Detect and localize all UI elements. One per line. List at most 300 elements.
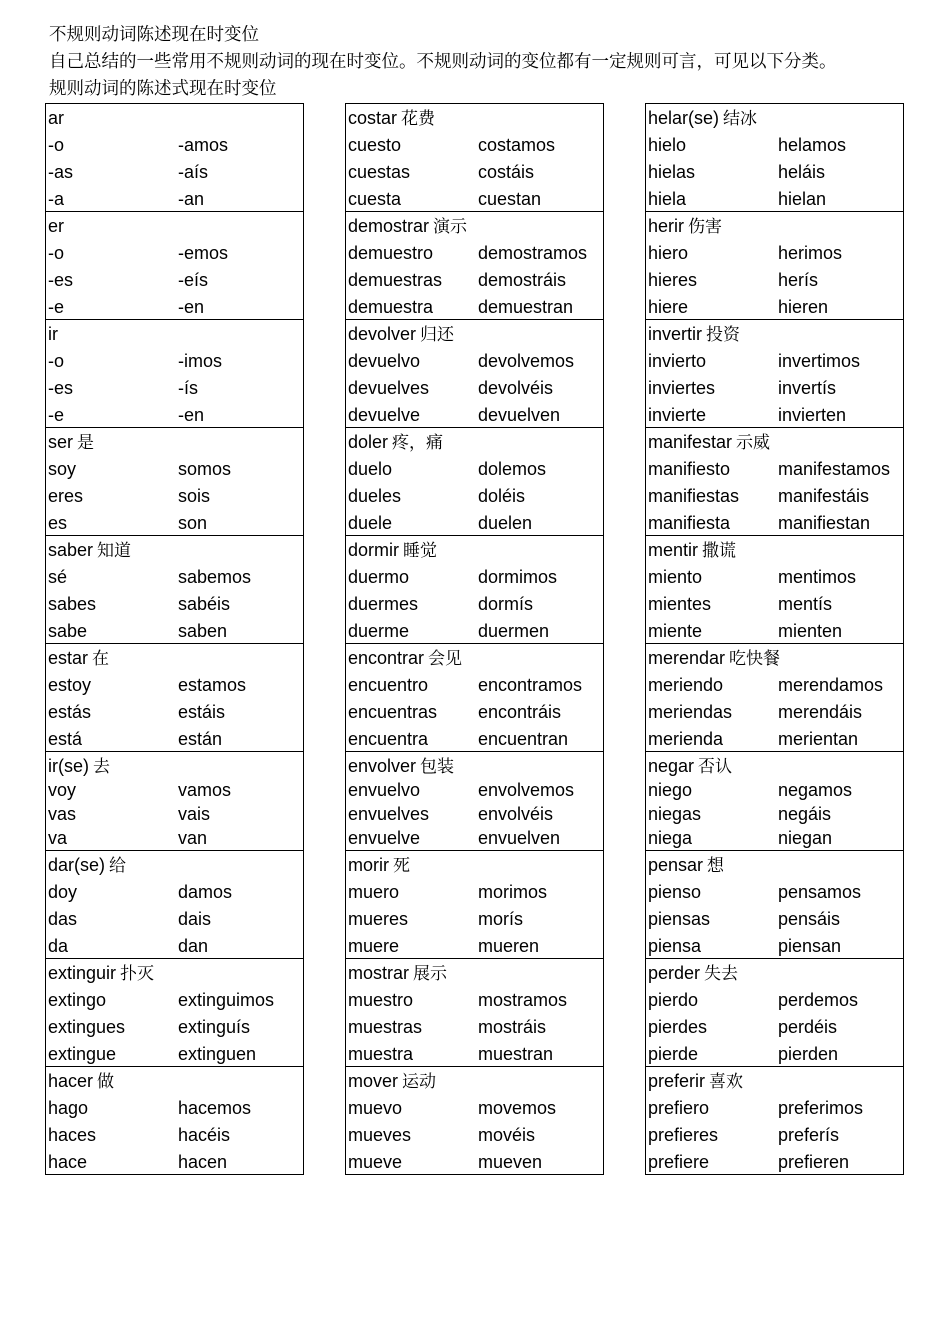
verb-title [46, 851, 303, 878]
verb-block [646, 212, 903, 320]
conjugation-row [646, 401, 903, 428]
singular-form: sé [48, 567, 68, 587]
verb-title [46, 104, 303, 131]
verb-block [346, 428, 603, 536]
verb-title [346, 428, 603, 455]
verb-meaning: 去 [93, 757, 110, 777]
conjugation-row [46, 347, 303, 374]
singular-form: sabe [48, 621, 88, 641]
verb-title [46, 644, 303, 671]
plural-form: herís [778, 270, 819, 290]
page-title: 不规则动词陈述现在时变位 [49, 25, 259, 45]
plural-form: prefieren [778, 1152, 850, 1172]
conjugation-row [646, 293, 903, 320]
plural-form: negáis [778, 804, 832, 824]
plural-form: devolvéis [478, 378, 554, 398]
verb-block [646, 536, 903, 644]
singular-form: pienso [648, 882, 702, 902]
singular-form: niega [648, 828, 693, 848]
singular-form: -a [48, 189, 65, 209]
verb-block [46, 104, 303, 212]
verb-meaning: 在 [92, 649, 110, 669]
page-intro: 自己总结的一些常用不规则动词的现在时变位。不规则动词的变位都有一定规则可言，可见以下分类。 [49, 52, 837, 72]
verb-block [346, 752, 603, 851]
verb-infinitive: mover [348, 1071, 399, 1091]
plural-form: dormimos [478, 567, 558, 587]
verb-block [46, 428, 303, 536]
plural-form: mueven [478, 1152, 543, 1172]
verb-title [646, 104, 903, 131]
plural-form: vamos [178, 780, 232, 800]
singular-form: cuesta [348, 189, 402, 209]
plural-form: -an [178, 189, 205, 209]
conjugation-row [646, 905, 903, 932]
plural-form: merientan [778, 729, 859, 749]
plural-form: demostramos [478, 243, 588, 263]
conjugation-row [646, 617, 903, 644]
singular-form: hielo [648, 135, 687, 155]
conjugation-row [646, 1040, 903, 1067]
conjugation-row [46, 563, 303, 590]
singular-form: duerme [348, 621, 410, 641]
plural-form: movéis [478, 1125, 536, 1145]
verb-infinitive: ser [48, 432, 74, 452]
conjugation-row [46, 266, 303, 293]
conjugation-row [646, 878, 903, 905]
singular-form: está [48, 729, 83, 749]
singular-form: miento [648, 567, 703, 587]
conjugation-row [346, 509, 603, 536]
plural-form: morís [478, 909, 523, 929]
plural-form: -ís [178, 378, 198, 398]
verb-infinitive: manifestar [648, 432, 733, 452]
verb-block [346, 320, 603, 428]
plural-form: hacéis [178, 1125, 231, 1145]
plural-form: devolvemos [478, 351, 575, 371]
singular-form: muestra [348, 1044, 414, 1064]
plural-form: -amos [178, 135, 229, 155]
conjugation-row [346, 932, 603, 959]
verb-block [46, 1067, 303, 1175]
conjugation-row [346, 617, 603, 644]
plural-form: extinguimos [178, 990, 275, 1010]
singular-form: encuentras [348, 702, 438, 722]
singular-form: extingues [48, 1017, 126, 1037]
plural-form: sabemos [178, 567, 252, 587]
conjugation-row [346, 482, 603, 509]
singular-form: manifiestas [648, 486, 740, 506]
conjugation-row [346, 986, 603, 1013]
conjugation-row [46, 827, 303, 851]
singular-form: hiela [648, 189, 687, 209]
conjugation-row [646, 347, 903, 374]
verb-title [646, 644, 903, 671]
verb-infinitive: devolver [348, 324, 417, 344]
conjugation-row [346, 725, 603, 752]
singular-form: da [48, 936, 69, 956]
conjugation-row [646, 725, 903, 752]
singular-form: doy [48, 882, 78, 902]
singular-form: niegas [648, 804, 702, 824]
verb-table-column-3 [645, 103, 904, 1175]
singular-form: -o [48, 351, 65, 371]
conjugation-row [346, 779, 603, 803]
plural-form: sois [178, 486, 211, 506]
plural-form: pensamos [778, 882, 862, 902]
plural-form: perdemos [778, 990, 859, 1010]
conjugation-row [346, 401, 603, 428]
conjugation-row [346, 671, 603, 698]
singular-form: encuentra [348, 729, 429, 749]
plural-form: dais [178, 909, 212, 929]
plural-form: heláis [778, 162, 826, 182]
conjugation-row [646, 455, 903, 482]
singular-form: pierdo [648, 990, 699, 1010]
verb-infinitive: ar [48, 108, 65, 128]
verb-meaning: 示威 [736, 433, 771, 453]
plural-form: pensáis [778, 909, 841, 929]
singular-form: niego [648, 780, 693, 800]
plural-form: encuentran [478, 729, 569, 749]
verb-meaning: 睡觉 [403, 541, 438, 561]
plural-form: -en [178, 405, 205, 425]
plural-form: saben [178, 621, 228, 641]
conjugation-row [46, 401, 303, 428]
verb-infinitive: preferir [648, 1071, 706, 1091]
verb-title [646, 320, 903, 347]
plural-form: invierten [778, 405, 847, 425]
conjugation-row [346, 347, 603, 374]
plural-form: duelen [478, 513, 533, 533]
singular-form: pierdes [648, 1017, 708, 1037]
section-title: 规则动词的陈述式现在时变位 [49, 79, 277, 99]
verb-meaning: 是 [77, 433, 95, 453]
verb-title [46, 320, 303, 347]
singular-form: pierde [648, 1044, 699, 1064]
singular-form: -e [48, 405, 65, 425]
singular-form: soy [48, 459, 77, 479]
verb-block [46, 536, 303, 644]
verb-infinitive: dormir [348, 540, 400, 560]
singular-form: haces [48, 1125, 97, 1145]
conjugation-row [346, 131, 603, 158]
verb-title [646, 1067, 903, 1094]
verb-block [46, 644, 303, 752]
conjugation-row [46, 482, 303, 509]
plural-form: preferís [778, 1125, 840, 1145]
singular-form: inviertes [648, 378, 716, 398]
verb-meaning: 结冰 [723, 109, 758, 129]
verb-meaning: 想 [707, 856, 725, 876]
conjugation-row [346, 266, 603, 293]
plural-form: envolvéis [478, 804, 554, 824]
verb-block [46, 959, 303, 1067]
singular-form: voy [48, 780, 77, 800]
verb-block [46, 212, 303, 320]
singular-form: muere [348, 936, 400, 956]
verb-title [346, 851, 603, 878]
verb-infinitive: saber [48, 540, 94, 560]
verb-meaning: 伤害 [688, 217, 723, 237]
singular-form: cuestas [348, 162, 411, 182]
verb-infinitive: extinguir [48, 963, 117, 983]
plural-form: -eís [178, 270, 209, 290]
conjugation-row [46, 239, 303, 266]
verb-title [346, 212, 603, 239]
singular-form: duermo [348, 567, 410, 587]
plural-form: extinguís [178, 1017, 251, 1037]
plural-form: hacemos [178, 1098, 252, 1118]
verb-infinitive: invertir [648, 324, 703, 344]
verb-meaning: 死 [393, 856, 410, 876]
verb-meaning: 做 [97, 1072, 115, 1092]
conjugation-row [346, 1040, 603, 1067]
conjugation-row [346, 905, 603, 932]
verb-title [46, 428, 303, 455]
conjugation-row [346, 185, 603, 212]
singular-form: piensa [648, 936, 702, 956]
singular-form: hiero [648, 243, 689, 263]
singular-form: duelo [348, 459, 393, 479]
plural-form: merendamos [778, 675, 884, 695]
plural-form: demostráis [478, 270, 567, 290]
singular-form: merienda [648, 729, 724, 749]
singular-form: das [48, 909, 78, 929]
conjugation-row [46, 131, 303, 158]
singular-form: invierto [648, 351, 707, 371]
singular-form: devuelvo [348, 351, 421, 371]
singular-form: va [48, 828, 68, 848]
singular-form: hago [48, 1098, 89, 1118]
verb-table-column-1 [45, 103, 304, 1175]
verb-meaning: 喜欢 [709, 1072, 744, 1092]
singular-form: invierte [648, 405, 707, 425]
plural-form: somos [178, 459, 232, 479]
conjugation-row [346, 239, 603, 266]
plural-form: -emos [178, 243, 229, 263]
conjugation-row [646, 1094, 903, 1121]
verb-title [346, 959, 603, 986]
plural-form: -en [178, 297, 205, 317]
verb-meaning: 会见 [428, 649, 463, 669]
plural-form: hieren [778, 297, 829, 317]
verb-infinitive: doler [348, 432, 389, 452]
conjugation-row [46, 509, 303, 536]
singular-form: duermes [348, 594, 419, 614]
singular-form: meriendas [648, 702, 733, 722]
plural-form: encontramos [478, 675, 583, 695]
verb-title [346, 104, 603, 131]
singular-form: muevo [348, 1098, 403, 1118]
singular-form: sabes [48, 594, 97, 614]
plural-form: invertimos [778, 351, 861, 371]
verb-infinitive: morir [348, 855, 389, 875]
verb-infinitive: dar(se) [48, 855, 106, 875]
singular-form: prefiero [648, 1098, 710, 1118]
singular-form: muero [348, 882, 400, 902]
plural-form: dolemos [478, 459, 547, 479]
verb-table-column-2 [345, 103, 604, 1175]
conjugation-row [46, 725, 303, 752]
conjugation-row [46, 1040, 303, 1067]
plural-form: morimos [478, 882, 548, 902]
plural-form: mostráis [478, 1017, 547, 1037]
verb-block [46, 752, 303, 851]
conjugation-row [346, 698, 603, 725]
conjugation-row [46, 1013, 303, 1040]
conjugation-row [46, 1094, 303, 1121]
conjugation-row [346, 1013, 603, 1040]
conjugation-row [646, 374, 903, 401]
singular-form: hielas [648, 162, 696, 182]
verb-infinitive: merendar [648, 648, 726, 668]
singular-form: demuestro [348, 243, 434, 263]
verb-infinitive: costar [348, 108, 398, 128]
singular-form: prefiere [648, 1152, 710, 1172]
singular-form: eres [48, 486, 84, 506]
singular-form: dueles [348, 486, 402, 506]
conjugation-row [46, 905, 303, 932]
conjugation-row [346, 374, 603, 401]
plural-form: vais [178, 804, 211, 824]
conjugation-row [46, 932, 303, 959]
singular-form: hieres [648, 270, 698, 290]
plural-form: mentís [778, 594, 833, 614]
singular-form: hiere [648, 297, 689, 317]
verb-title [346, 536, 603, 563]
verb-meaning: 包装 [420, 757, 455, 777]
verb-meaning: 撒谎 [702, 541, 737, 561]
verb-infinitive: helar(se) [648, 108, 720, 128]
verb-infinitive: mostrar [348, 963, 410, 983]
plural-form: mostramos [478, 990, 568, 1010]
conjugation-row [646, 590, 903, 617]
singular-form: encuentro [348, 675, 429, 695]
plural-form: envuelven [478, 828, 561, 848]
verb-block [346, 536, 603, 644]
singular-form: envuelve [348, 828, 421, 848]
plural-form: pierden [778, 1044, 839, 1064]
plural-form: mueren [478, 936, 540, 956]
singular-form: -es [48, 270, 74, 290]
plural-form: costamos [478, 135, 556, 155]
plural-form: manifiestan [778, 513, 871, 533]
conjugation-row [46, 986, 303, 1013]
plural-form: estamos [178, 675, 247, 695]
plural-form: damos [178, 882, 233, 902]
verb-infinitive: envolver [348, 756, 417, 776]
singular-form: piensas [648, 909, 711, 929]
conjugation-row [46, 617, 303, 644]
singular-form: -as [48, 162, 74, 182]
verb-title [346, 644, 603, 671]
verb-infinitive: negar [648, 756, 695, 776]
verb-block [346, 1067, 603, 1175]
plural-form: duermen [478, 621, 550, 641]
plural-form: perdéis [778, 1017, 838, 1037]
plural-form: van [178, 828, 208, 848]
verb-meaning: 知道 [97, 541, 132, 561]
verb-block [346, 104, 603, 212]
singular-form: envuelves [348, 804, 430, 824]
conjugation-row [46, 1121, 303, 1148]
singular-form: vas [48, 804, 77, 824]
conjugation-row [46, 293, 303, 320]
verb-block [646, 644, 903, 752]
verb-title [46, 536, 303, 563]
verb-meaning: 归还 [420, 325, 455, 345]
conjugation-row [46, 803, 303, 827]
verb-meaning: 失去 [704, 964, 739, 984]
verb-block [46, 320, 303, 428]
conjugation-row [46, 878, 303, 905]
conjugation-row [346, 803, 603, 827]
verb-title [46, 1067, 303, 1094]
conjugation-row [646, 1148, 903, 1175]
verb-title [46, 959, 303, 986]
plural-form: estáis [178, 702, 226, 722]
verb-infinitive: hacer [48, 1071, 94, 1091]
verb-title [646, 959, 903, 986]
verb-title [646, 851, 903, 878]
plural-form: -imos [178, 351, 222, 371]
conjugation-row [46, 779, 303, 803]
plural-form: están [178, 729, 223, 749]
verb-block [346, 851, 603, 959]
conjugation-row [46, 590, 303, 617]
singular-form: extingue [48, 1044, 117, 1064]
plural-form: movemos [478, 1098, 557, 1118]
conjugation-row [646, 239, 903, 266]
verb-meaning: 投资 [706, 325, 741, 345]
verb-title [646, 212, 903, 239]
singular-form: demuestras [348, 270, 443, 290]
verb-block [346, 212, 603, 320]
conjugation-row [346, 1094, 603, 1121]
plural-form: -aís [178, 162, 209, 182]
verb-meaning: 花费 [401, 109, 436, 129]
plural-form: mentimos [778, 567, 857, 587]
verb-infinitive: perder [648, 963, 701, 983]
verb-block [646, 851, 903, 959]
verb-title [646, 752, 903, 779]
singular-form: hace [48, 1152, 88, 1172]
singular-form: mueres [348, 909, 409, 929]
verb-block [646, 1067, 903, 1175]
conjugation-row [646, 509, 903, 536]
singular-form: devuelves [348, 378, 430, 398]
verb-infinitive: ir [48, 324, 58, 344]
conjugation-row [346, 563, 603, 590]
verb-block [646, 959, 903, 1067]
conjugation-row [346, 827, 603, 851]
verb-infinitive: er [48, 216, 65, 236]
verb-meaning: 给 [109, 856, 127, 876]
conjugation-row [646, 1013, 903, 1040]
verb-title [646, 536, 903, 563]
conjugation-row [646, 1121, 903, 1148]
plural-form: cuestan [478, 189, 542, 209]
singular-form: prefieres [648, 1125, 719, 1145]
conjugation-row [646, 131, 903, 158]
singular-form: -o [48, 135, 65, 155]
conjugation-row [46, 1148, 303, 1175]
conjugation-row [346, 1148, 603, 1175]
plural-form: negamos [778, 780, 853, 800]
singular-form: mueve [348, 1152, 403, 1172]
verb-meaning: 展示 [413, 964, 448, 984]
plural-form: mienten [778, 621, 843, 641]
